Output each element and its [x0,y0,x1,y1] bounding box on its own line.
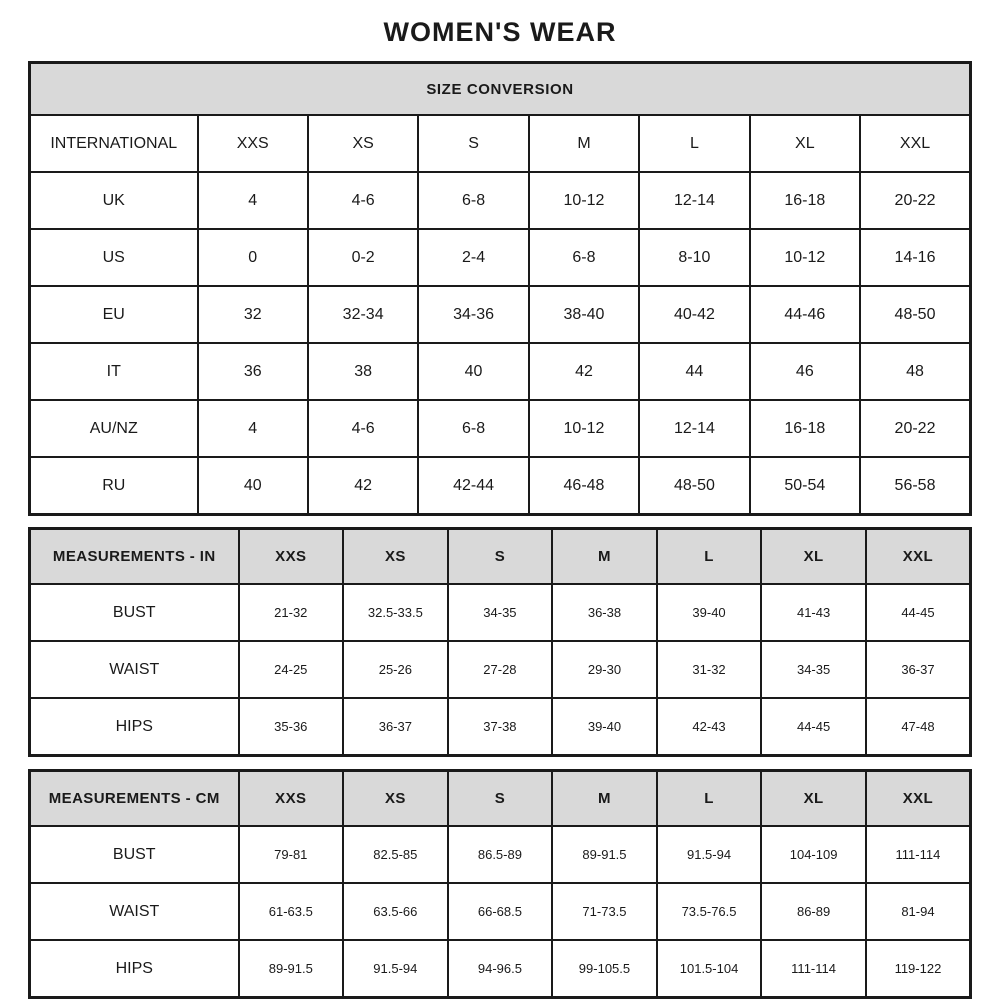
size-column-header: XXS [239,529,344,585]
value-cell: 10-12 [529,172,639,229]
value-cell: 39-40 [657,584,762,641]
row-label: EU [30,286,198,343]
corner-header: INTERNATIONAL [30,115,198,172]
value-cell: 46 [750,343,860,400]
size-column-header: XL [761,771,866,827]
value-cell: 35-36 [239,698,344,756]
value-cell: 4-6 [308,172,418,229]
value-cell: 39-40 [552,698,657,756]
table-row [30,229,971,286]
row-label: RU [30,457,198,515]
value-cell: 10-12 [750,229,860,286]
value-cell: 36-38 [552,584,657,641]
value-cell: 56-58 [860,457,970,515]
value-cell: 8-10 [639,229,749,286]
table-row [30,400,971,457]
column-header-row [30,529,971,585]
row-label: AU/NZ [30,400,198,457]
value-cell: 12-14 [639,172,749,229]
size-column-header: XL [750,115,860,172]
value-cell: 32 [198,286,308,343]
table-title: SIZE CONVERSION [30,63,971,116]
value-cell: 37-38 [448,698,553,756]
value-cell: 63.5-66 [343,883,448,940]
value-cell: 48-50 [860,286,970,343]
row-label: HIPS [30,940,239,998]
column-header-row [30,115,971,172]
row-label: WAIST [30,883,239,940]
value-cell: 81-94 [866,883,971,940]
page-title: WOMEN'S WEAR [383,17,617,47]
value-cell: 38-40 [529,286,639,343]
table-row [30,343,971,400]
table-row [30,286,971,343]
size-column-header: S [448,529,553,585]
size-column-header: XS [343,771,448,827]
value-cell: 111-114 [866,826,971,883]
value-cell: 42-43 [657,698,762,756]
value-cell: 21-32 [239,584,344,641]
size-column-header: XXS [198,115,308,172]
corner-header: MEASUREMENTS - IN [30,529,239,585]
value-cell: 24-25 [239,641,344,698]
value-cell: 32-34 [308,286,418,343]
value-cell: 99-105.5 [552,940,657,998]
value-cell: 25-26 [343,641,448,698]
size-column-header: XL [761,529,866,585]
value-cell: 0 [198,229,308,286]
measurements-cm-table [28,769,972,999]
value-cell: 12-14 [639,400,749,457]
table-row [30,172,971,229]
value-cell: 71-73.5 [552,883,657,940]
value-cell: 101.5-104 [657,940,762,998]
value-cell: 32.5-33.5 [343,584,448,641]
size-column-header: S [448,771,553,827]
value-cell: 6-8 [418,172,528,229]
value-cell: 27-28 [448,641,553,698]
value-cell: 44-45 [761,698,866,756]
value-cell: 86.5-89 [448,826,553,883]
size-column-header: L [657,529,762,585]
value-cell: 91.5-94 [657,826,762,883]
value-cell: 38 [308,343,418,400]
size-guide-page [28,0,972,999]
value-cell: 42 [308,457,418,515]
value-cell: 34-35 [761,641,866,698]
value-cell: 16-18 [750,172,860,229]
table-row [30,826,971,883]
value-cell: 86-89 [761,883,866,940]
size-column-header: L [657,771,762,827]
row-label: HIPS [30,698,239,756]
size-column-header: XS [343,529,448,585]
value-cell: 16-18 [750,400,860,457]
value-cell: 14-16 [860,229,970,286]
row-label: WAIST [30,641,239,698]
table-row [30,940,971,998]
table-row [30,883,971,940]
column-header-row [30,771,971,827]
value-cell: 40-42 [639,286,749,343]
value-cell: 42 [529,343,639,400]
value-cell: 36-37 [343,698,448,756]
row-label: BUST [30,826,239,883]
value-cell: 119-122 [866,940,971,998]
value-cell: 44-46 [750,286,860,343]
value-cell: 46-48 [529,457,639,515]
table-row [30,698,971,756]
value-cell: 94-96.5 [448,940,553,998]
value-cell: 6-8 [418,400,528,457]
value-cell: 44-45 [866,584,971,641]
value-cell: 104-109 [761,826,866,883]
value-cell: 31-32 [657,641,762,698]
corner-header: MEASUREMENTS - CM [30,771,239,827]
table-row [30,641,971,698]
value-cell: 2-4 [418,229,528,286]
value-cell: 44 [639,343,749,400]
value-cell: 111-114 [761,940,866,998]
value-cell: 41-43 [761,584,866,641]
table-row [30,584,971,641]
size-column-header: M [529,115,639,172]
row-label: IT [30,343,198,400]
size-column-header: S [418,115,528,172]
value-cell: 36 [198,343,308,400]
value-cell: 66-68.5 [448,883,553,940]
value-cell: 89-91.5 [552,826,657,883]
measurements-in-table [28,527,972,757]
value-cell: 36-37 [866,641,971,698]
value-cell: 29-30 [552,641,657,698]
value-cell: 40 [198,457,308,515]
value-cell: 34-36 [418,286,528,343]
value-cell: 82.5-85 [343,826,448,883]
value-cell: 34-35 [448,584,553,641]
size-column-header: XXS [239,771,344,827]
value-cell: 4 [198,400,308,457]
value-cell: 20-22 [860,172,970,229]
size-column-header: XS [308,115,418,172]
value-cell: 79-81 [239,826,344,883]
value-cell: 20-22 [860,400,970,457]
value-cell: 50-54 [750,457,860,515]
value-cell: 42-44 [418,457,528,515]
size-column-header: XXL [866,771,971,827]
value-cell: 4 [198,172,308,229]
value-cell: 0-2 [308,229,418,286]
value-cell: 73.5-76.5 [657,883,762,940]
size-conversion-table [28,61,972,516]
size-column-header: XXL [866,529,971,585]
size-column-header: XXL [860,115,970,172]
table-row [30,457,971,515]
value-cell: 48 [860,343,970,400]
value-cell: 47-48 [866,698,971,756]
row-label: US [30,229,198,286]
size-column-header: M [552,529,657,585]
table-title-row [30,63,971,116]
value-cell: 91.5-94 [343,940,448,998]
row-label: BUST [30,584,239,641]
size-column-header: L [639,115,749,172]
value-cell: 40 [418,343,528,400]
value-cell: 89-91.5 [239,940,344,998]
value-cell: 6-8 [529,229,639,286]
value-cell: 61-63.5 [239,883,344,940]
value-cell: 48-50 [639,457,749,515]
row-label: UK [30,172,198,229]
value-cell: 10-12 [529,400,639,457]
value-cell: 4-6 [308,400,418,457]
size-column-header: M [552,771,657,827]
